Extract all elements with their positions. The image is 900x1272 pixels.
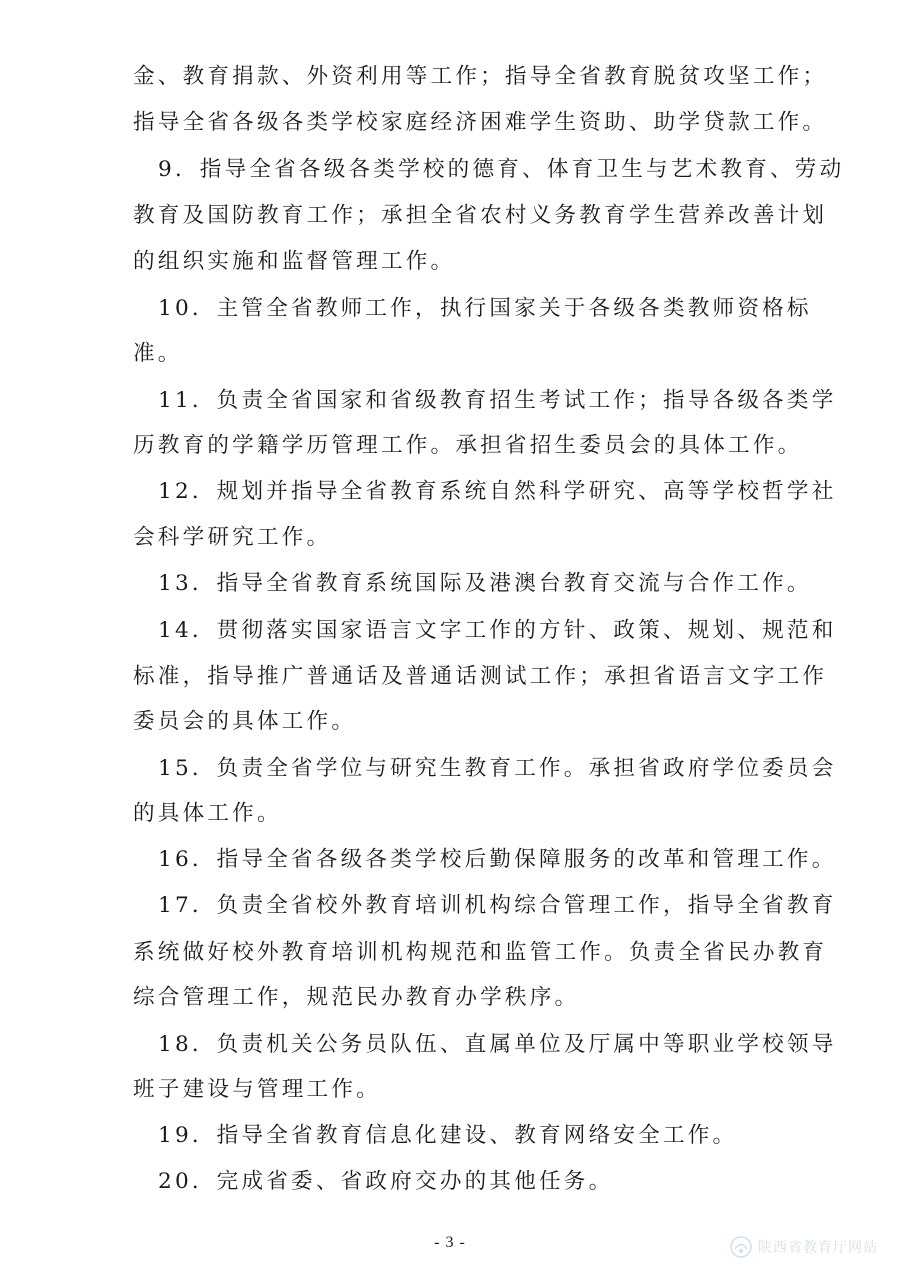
item-9-line-3: 的组织实施和监督管理工作。	[133, 249, 456, 274]
item-9-line-1: 9．指导全省各级各类学校的德育、体育卫生与艺术教育、劳动	[158, 157, 845, 182]
item-14-line-1: 14．贯彻落实国家语言文字工作的方针、政策、规划、规范和	[158, 618, 837, 643]
item-17-line-3: 综合管理工作，规范民办教育办学秩序。	[133, 985, 580, 1010]
item-10-line-2: 准。	[133, 341, 183, 366]
text-line-1: 金、教育捐款、外资利用等工作；指导全省教育脱贫攻坚工作；	[133, 64, 828, 89]
item-15-line-2: 的具体工作。	[133, 801, 282, 826]
item-11-line-1: 11．负责全省国家和省级教育招生考试工作；指导各级各类学	[158, 388, 837, 413]
watermark-text: 陕西省教育厅网站	[758, 1240, 878, 1256]
item-11-line-2: 历教育的学籍学历管理工作。承担省招生委员会的具体工作。	[133, 433, 803, 458]
site-watermark	[728, 1232, 898, 1262]
item-15-line-1: 15．负责全省学位与研究生教育工作。承担省政府学位委员会	[158, 756, 837, 781]
item-16-line-1: 16．指导全省各级各类学校后勤保障服务的改革和管理工作。	[158, 847, 837, 872]
text-line-2: 指导全省各级各类学校家庭经济困难学生资助、助学贷款工作。	[133, 110, 828, 135]
page-number: - 3 -	[434, 1234, 466, 1251]
item-14-line-3: 委员会的具体工作。	[133, 709, 357, 734]
item-17-line-2: 系统做好校外教育培训机构规范和监管工作。负责全省民办教育	[133, 940, 828, 965]
item-13-line-1: 13．指导全省教育系统国际及港澳台教育交流与合作工作。	[158, 571, 812, 596]
item-18-line-2: 班子建设与管理工作。	[133, 1077, 381, 1102]
item-14-line-2: 标准，指导推广普通话及普通话测试工作；承担省语言文字工作	[133, 664, 828, 689]
item-17-line-1: 17．负责全省校外教育培训机构综合管理工作，指导全省教育	[158, 893, 837, 918]
watermark-logo-icon	[728, 1234, 754, 1260]
item-19-line-1: 19．指导全省教育信息化建设、教育网络安全工作。	[158, 1123, 738, 1148]
item-18-line-1: 18．负责机关公务员队伍、直属单位及厅属中等职业学校领导	[158, 1032, 837, 1057]
item-12-line-1: 12．规划并指导全省教育系统自然科学研究、高等学校哲学社	[158, 479, 837, 504]
item-9-line-2: 教育及国防教育工作；承担全省农村义务教育学生营养改善计划	[133, 203, 828, 228]
item-12-line-2: 会科学研究工作。	[133, 525, 332, 550]
item-20-line-1: 20．完成省委、省政府交办的其他任务。	[158, 1169, 614, 1194]
item-10-line-1: 10．主管全省教师工作，执行国家关于各级各类教师资格标	[158, 296, 812, 321]
